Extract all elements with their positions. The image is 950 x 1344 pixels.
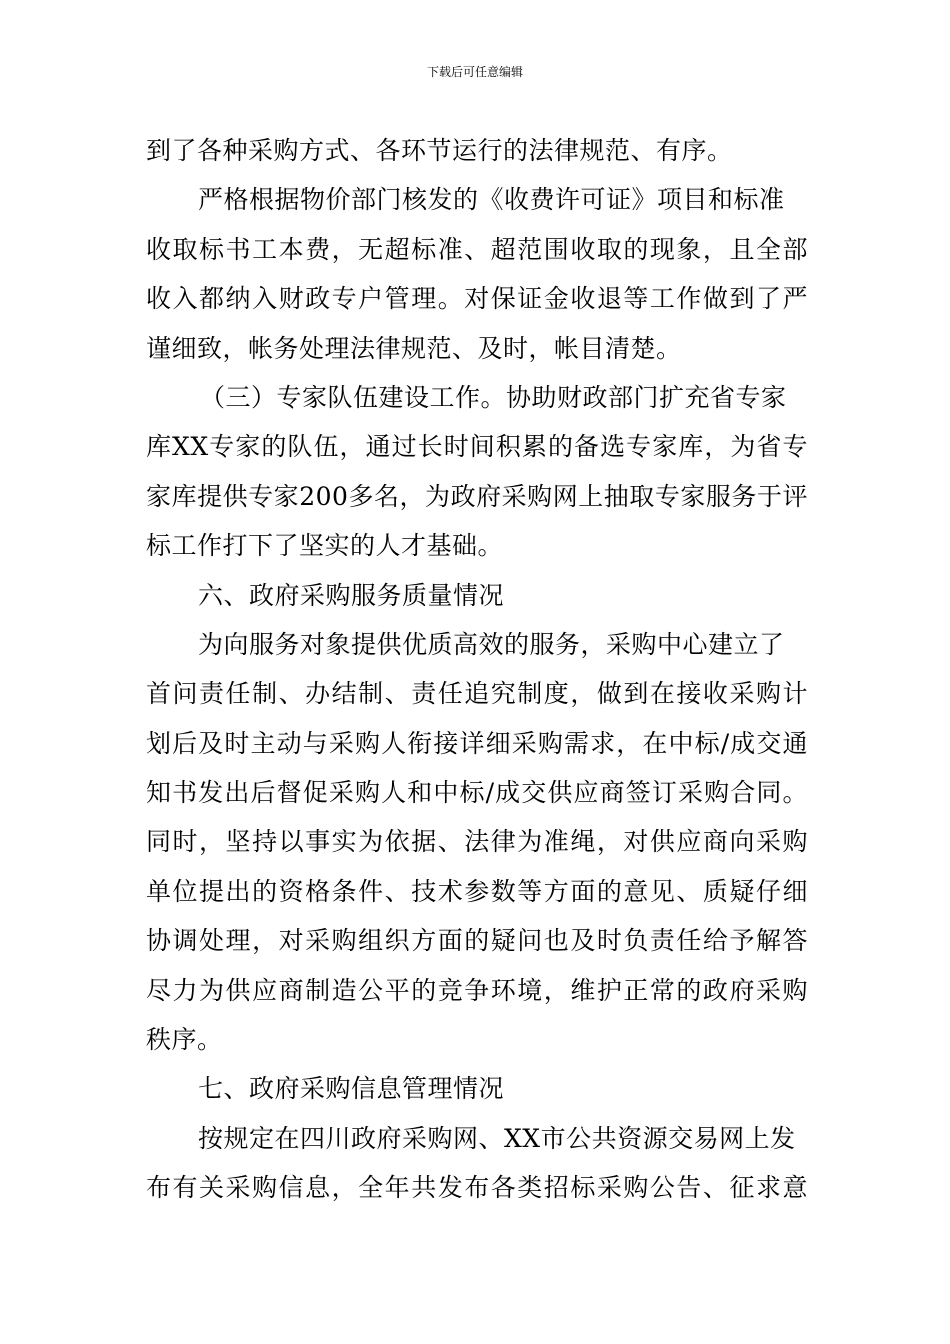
text-line: 协调处理，对采购组织方面的疑问也及时负责任给予解答 <box>146 926 808 956</box>
text-line: 标工作打下了坚实的人才基础。 <box>146 531 504 561</box>
text-line: 收入都纳入财政专户管理。对保证金收退等工作做到了严 <box>146 284 808 314</box>
subsection-heading-line: （三）专家队伍建设工作。协助财政部门扩充省专家 <box>200 382 787 412</box>
text-line: 收取标书工本费，无超标准、超范围收取的现象，且全部 <box>146 234 808 264</box>
text-line: 库XX专家的队伍，通过长时间积累的备选专家库，为省专 <box>146 432 808 462</box>
paragraph-start-line: 严格根据物价部门核发的《收费许可证》项目和标准 <box>198 185 785 215</box>
document-body <box>146 126 808 1213</box>
section-heading: 六、政府采购服务质量情况 <box>198 580 505 610</box>
text-line: 首问责任制、办结制、责任追究制度，做到在接收采购计 <box>146 679 808 709</box>
text-line: 家库提供专家200多名，为政府采购网上抽取专家服务于评 <box>146 481 808 511</box>
text-line: 秩序。 <box>146 1025 223 1055</box>
text-line: 同时，坚持以事实为依据、法律为准绳，对供应商向采购 <box>146 827 808 857</box>
paragraph-start-line: 按规定在四川政府采购网、XX市公共资源交易网上发 <box>198 1123 796 1153</box>
text-line: 单位提出的资格条件、技术参数等方面的意见、质疑仔细 <box>146 876 808 906</box>
page-header: 下载后可任意编辑 <box>426 65 523 79</box>
text-line: 知书发出后督促采购人和中标/成交供应商签订采购合同。 <box>146 778 808 808</box>
text-line: 到了各种采购方式、各环节运行的法律规范、有序。 <box>146 136 733 165</box>
text-line: 谨细致，帐务处理法律规范、及时，帐目清楚。 <box>146 333 682 363</box>
text-line: 布有关采购信息，全年共发布各类招标采购公告、征求意 <box>146 1173 808 1203</box>
section-heading: 七、政府采购信息管理情况 <box>198 1074 505 1104</box>
paragraph-start-line: 为向服务对象提供优质高效的服务，采购中心建立了 <box>198 629 785 659</box>
text-line: 划后及时主动与采购人衔接详细采购需求，在中标/成交通 <box>146 728 808 758</box>
text-line: 尽力为供应商制造公平的竞争环境，维护正常的政府采购 <box>146 975 808 1005</box>
